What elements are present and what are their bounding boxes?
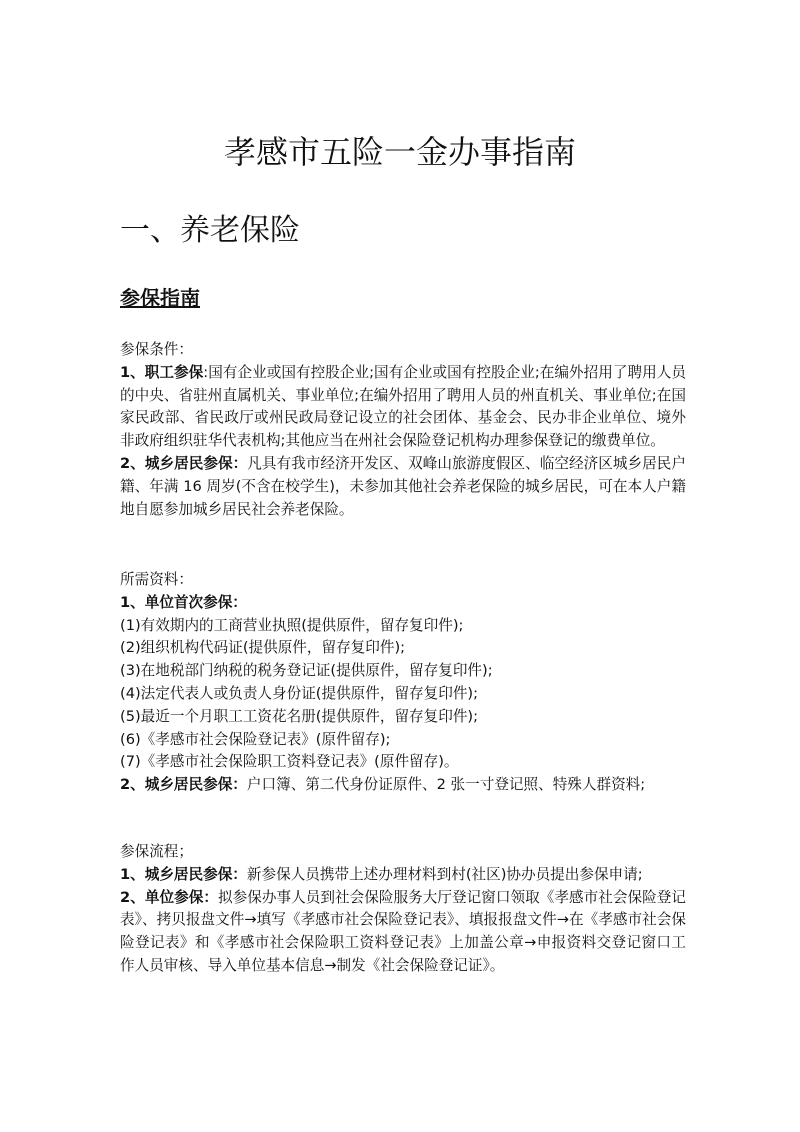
condition-item-label: 2、城乡居民参保：: [120, 454, 248, 472]
materials-resident: [120, 774, 686, 797]
conditions-heading: 参保条件：: [120, 341, 193, 358]
document-title: 孝感市五险一金办事指南: [223, 133, 576, 171]
process-block: [120, 841, 686, 978]
process-heading: 参保流程；: [120, 843, 193, 860]
list-item: (2)组织机构代码证(提供原件，留存复印件);: [120, 639, 406, 657]
list-item: (7)《孝感市社会保险职工资料登记表》(原件留存)。: [120, 753, 459, 771]
process-item-label: 1、城乡居民参保：: [120, 865, 247, 883]
conditions-block: [120, 339, 686, 521]
list-item: (4)法定代表人或负责人身份证(提供原件，留存复印件);: [120, 684, 479, 702]
condition-item-text: :国有企业或国有控股企业;国有企业或国有控股企业;在编外招用了聘用人员的中央、省驻州直属机关、事业单位;在编外招用了聘用人员的州直机关、事业单位;在国家民政部、省民政厅或州民政局登记设立的社会团体、基金会、民办非企业单位、境外非政府组织驻华代表机构;其他应当在州社会保险登记机构办理参保登记的缴费单位。: [120, 363, 686, 450]
list-item: (5)最近一个月职工工资花名册(提供原件，留存复印件);: [120, 707, 479, 725]
list-item: (3)在地税部门纳税的税务登记证(提供原件，留存复印件);: [120, 662, 493, 680]
process-item-label: 2、单位参保：: [120, 888, 218, 906]
list-item: (1)有效期内的工商营业执照(提供原件，留存复印件);: [120, 616, 464, 634]
section-heading: 一、养老保险: [120, 213, 300, 248]
materials-resident-text: 户口簿、第二代身份证原件、2 张一寸登记照、特殊人群资料;: [246, 776, 646, 794]
materials-unit-label: 1、单位首次参保：: [120, 593, 247, 611]
condition-item-resident: [120, 453, 686, 521]
list-item: (6)《孝感市社会保险登记表》(原件留存);: [120, 730, 391, 748]
process-item-text: 新参保人员携带上述办理材料到村(社区)协办员提出参保申请;: [246, 865, 643, 883]
subsection-heading: 参保指南: [120, 286, 200, 310]
condition-item-employee: [120, 362, 686, 453]
process-item-resident: [120, 864, 686, 887]
process-item-unit: [120, 887, 686, 978]
materials-block: [120, 569, 686, 797]
condition-item-text: 凡具有我市经济开发区、双峰山旅游度假区、临空经济区城乡居民户籍、年满 16 周岁(不含在校学生)，未参加其他社会养老保险的城乡居民，可在本人户籍地自愿参加城乡居民社会养老保险。: [120, 454, 686, 518]
materials-resident-label: 2、城乡居民参保：: [120, 776, 247, 794]
process-item-text: 拟参保办事人员到社会保险服务大厅登记窗口领取《孝感市社会保险登记表》、拷贝报盘文件→填写《孝感市社会保险登记表》、填报报盘文件→在《孝感市社会保险登记表》和《孝感市社会保险职工资料登记表》上加盖公章→申报资料交登记窗口工作人员审核、导入单位基本信息→制发《社会保险登记证》。: [120, 888, 687, 974]
materials-heading: 所需资料：: [120, 571, 193, 588]
condition-item-label: 1、职工参保: [120, 363, 204, 381]
